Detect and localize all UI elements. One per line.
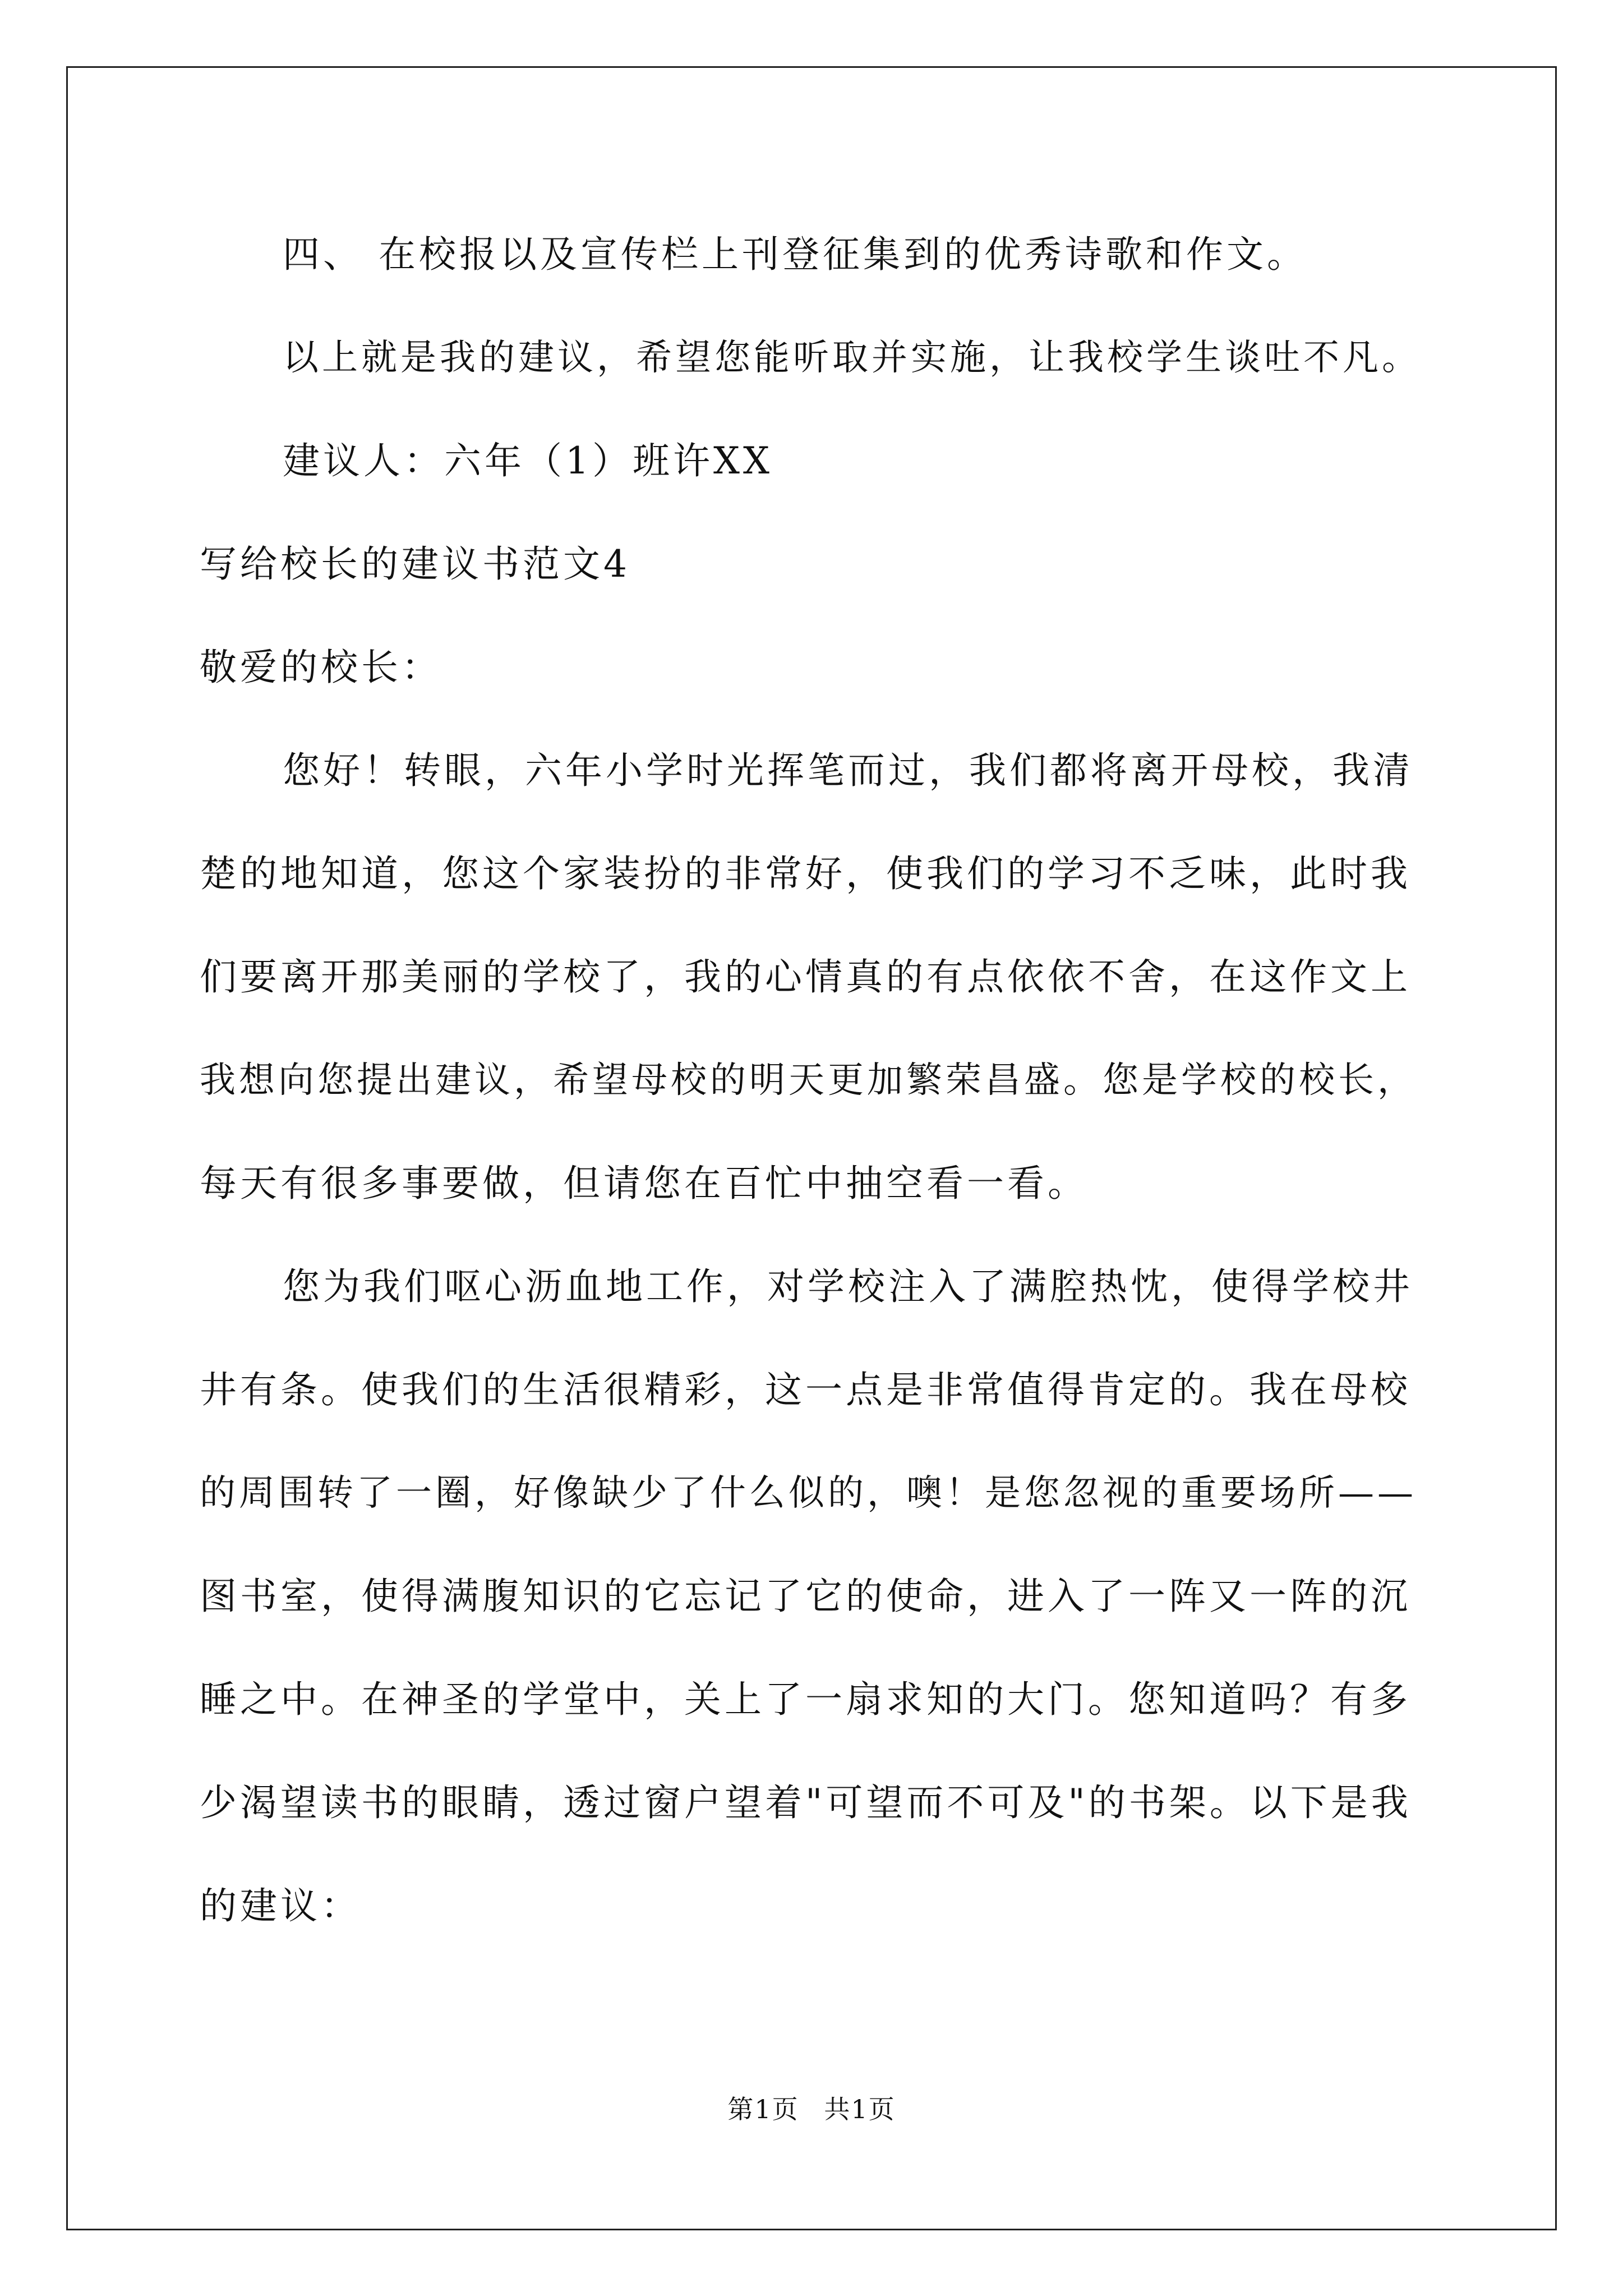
page-number: 第1页: [727, 2094, 799, 2124]
text-line: 们要离开那美丽的学校了，我的心情真的有点依依不舍，在这作文上: [200, 955, 1411, 999]
text-line: 睡之中。在神圣的学堂中，关上了一扇求知的大门。您知道吗？有多: [200, 1678, 1411, 1721]
text-line: 您好！转眼，六年小学时光挥笔而过，我们都将离开母校，我清: [283, 749, 1413, 792]
text-line: 每天有很多事要做，但请您在百忙中抽空看一看。: [200, 1162, 1088, 1205]
text-line: 的建议：: [200, 1884, 361, 1927]
text-line: 四、 在校报以及宣传栏上刊登征集到的优秀诗歌和作文。: [283, 233, 1307, 276]
text-line: 的周围转了一圈，好像缺少了什么似的，噢！是您忽视的重要场所——: [200, 1473, 1417, 1514]
text-line: 图书室，使得满腹知识的它忘记了它的使命，进入了一阵又一阵的沉: [200, 1575, 1411, 1618]
section-heading: 写给校长的建议书范文4: [200, 542, 630, 586]
salutation: 敬爱的校长：: [200, 646, 442, 689]
text-line: 楚的地知道，您这个家装扮的非常好，使我们的学习不乏味，此时我: [200, 852, 1411, 895]
text-line: 井有条。使我们的生活很精彩，这一点是非常值得肯定的。我在母校: [200, 1368, 1411, 1411]
text-line: 我想向您提出建议，希望母校的明天更加繁荣昌盛。您是学校的校长，: [200, 1060, 1417, 1101]
text-line: 以上就是我的建议，希望您能听取并实施，让我校学生谈吐不凡。: [283, 337, 1421, 379]
page-footer: [0, 2092, 1623, 2126]
page-total: 共1页: [824, 2094, 896, 2124]
text-line: 您为我们呕心沥血地工作，对学校注入了满腔热忱，使得学校井: [283, 1265, 1413, 1308]
signature-line: 建议人：六年（1）班许XX: [283, 439, 773, 482]
text-line: 少渴望读书的眼睛，透过窗户望着"可望而不可及"的书架。以下是我: [200, 1781, 1412, 1824]
